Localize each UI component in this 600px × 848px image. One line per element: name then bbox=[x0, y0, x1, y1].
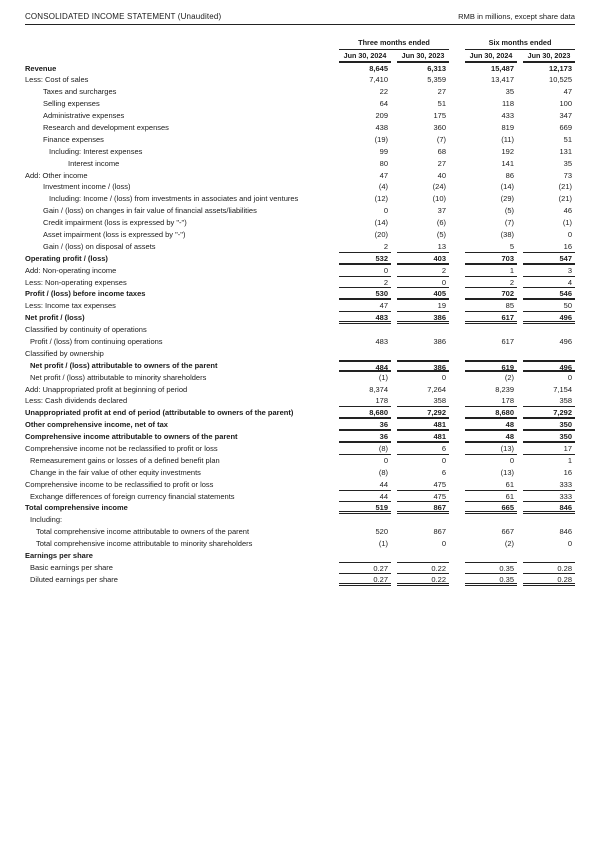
row-label: Classified by ownership bbox=[25, 348, 104, 358]
row-value: 44 bbox=[339, 479, 391, 491]
row-value: 4 bbox=[523, 277, 575, 289]
row-value: 0 bbox=[397, 277, 449, 289]
row-value bbox=[339, 324, 391, 336]
table-row bbox=[25, 63, 575, 75]
row-label: Net profit / (loss) attributable to owners of the parent bbox=[30, 360, 218, 370]
row-value bbox=[523, 550, 575, 562]
row-value: 5,359 bbox=[427, 75, 446, 85]
row-value: 100 bbox=[559, 99, 572, 109]
row-value: (12) bbox=[374, 194, 388, 204]
table-row bbox=[25, 491, 575, 503]
row-value: 484 bbox=[339, 360, 391, 372]
row-value: 546 bbox=[523, 288, 575, 300]
row-value: 333 bbox=[523, 491, 575, 503]
row-value: (14) bbox=[500, 182, 514, 192]
row-value: 8,374 bbox=[369, 384, 388, 394]
row-label: Less: Non-operating expenses bbox=[25, 277, 127, 287]
page-title: CONSOLIDATED INCOME STATEMENT (Unaudited) bbox=[25, 12, 222, 21]
table-row bbox=[25, 419, 575, 431]
row-value: 8,239 bbox=[495, 384, 514, 394]
table-row bbox=[25, 217, 575, 229]
column-group-six-months: Six months ended bbox=[465, 37, 575, 50]
table-row bbox=[25, 193, 575, 205]
row-value: 15,487 bbox=[491, 63, 514, 73]
table-row bbox=[25, 146, 575, 158]
row-value: 35 bbox=[563, 158, 572, 168]
table-row bbox=[25, 241, 575, 253]
row-label: Earnings per share bbox=[25, 551, 93, 561]
row-value: 19 bbox=[397, 300, 449, 312]
table-row bbox=[25, 122, 575, 134]
table-row bbox=[25, 550, 575, 562]
row-value: 131 bbox=[559, 146, 572, 156]
row-value: 10,525 bbox=[549, 75, 572, 85]
row-value: (11) bbox=[501, 134, 514, 144]
row-value: 8,680 bbox=[465, 407, 517, 419]
table-row bbox=[25, 395, 575, 407]
table-row bbox=[25, 467, 575, 479]
row-value: 40 bbox=[437, 170, 446, 180]
row-value: 619 bbox=[465, 360, 517, 372]
row-value: 2 bbox=[339, 277, 391, 289]
row-value: (4) bbox=[378, 182, 388, 192]
row-label: Basic earnings per share bbox=[30, 562, 113, 572]
row-value: 46 bbox=[563, 206, 572, 216]
row-value: 0.27 bbox=[339, 574, 391, 586]
row-value: 175 bbox=[433, 111, 446, 121]
row-value: (2) bbox=[504, 372, 514, 382]
row-value: 475 bbox=[397, 491, 449, 503]
row-value: 192 bbox=[501, 146, 514, 156]
row-label: Total comprehensive income bbox=[25, 503, 128, 513]
table-row bbox=[25, 265, 575, 277]
row-value: 80 bbox=[379, 158, 388, 168]
column-header-q-2024: Jun 30, 2024 bbox=[339, 50, 391, 63]
row-label: Taxes and surcharges bbox=[43, 87, 117, 97]
column-group-spacer bbox=[25, 37, 333, 50]
row-value: 669 bbox=[559, 122, 572, 132]
row-value: 13,417 bbox=[491, 75, 514, 85]
row-label: Add: Other income bbox=[25, 170, 88, 180]
row-label: Other comprehensive income, net of tax bbox=[25, 420, 168, 430]
row-value: 178 bbox=[465, 395, 517, 407]
row-value bbox=[465, 550, 517, 562]
row-value: 8,680 bbox=[339, 407, 391, 419]
row-label: Classified by continuity of operations bbox=[25, 325, 147, 335]
row-value: (1) bbox=[378, 372, 388, 382]
row-label: Credit impairment (loss is expressed by "-") bbox=[43, 218, 187, 228]
row-value: 483 bbox=[339, 312, 391, 324]
row-label: Profit / (loss) from continuing operations bbox=[30, 336, 163, 346]
row-value: 0 bbox=[441, 539, 446, 549]
table-row bbox=[25, 360, 575, 372]
column-header-q-2023: Jun 30, 2023 bbox=[397, 50, 449, 63]
table-row bbox=[25, 110, 575, 122]
row-value: 333 bbox=[523, 479, 575, 491]
row-value: (13) bbox=[465, 443, 517, 455]
row-value: 73 bbox=[563, 170, 572, 180]
table-row bbox=[25, 502, 575, 514]
table-row bbox=[25, 98, 575, 110]
row-value: (2) bbox=[504, 539, 514, 549]
row-value: (1) bbox=[562, 218, 572, 228]
row-value: 209 bbox=[375, 111, 388, 121]
row-value: (8) bbox=[378, 467, 388, 477]
row-value: 44 bbox=[339, 491, 391, 503]
row-value bbox=[339, 348, 391, 360]
row-value: 36 bbox=[339, 419, 391, 431]
row-label: Gain / (loss) on changes in fair value of financial assets/liabilities bbox=[43, 206, 257, 216]
table-row bbox=[25, 455, 575, 467]
row-value: 481 bbox=[397, 419, 449, 431]
row-label: Comprehensive income to be reclassified to profit or loss bbox=[25, 479, 214, 489]
row-value: 358 bbox=[397, 395, 449, 407]
table-row bbox=[25, 74, 575, 86]
row-value: 7,292 bbox=[523, 407, 575, 419]
table-row bbox=[25, 324, 575, 336]
table-row bbox=[25, 86, 575, 98]
row-value: 99 bbox=[379, 146, 388, 156]
row-value: (14) bbox=[374, 218, 388, 228]
row-value: 475 bbox=[397, 479, 449, 491]
unit-note: RMB in millions, except share data bbox=[458, 12, 575, 21]
row-value: 47 bbox=[563, 87, 572, 97]
row-value: 703 bbox=[465, 253, 517, 265]
row-value: 68 bbox=[437, 146, 446, 156]
row-label: Administrative expenses bbox=[43, 111, 125, 121]
row-value: 51 bbox=[437, 99, 446, 109]
row-value: 178 bbox=[339, 395, 391, 407]
row-value: (5) bbox=[504, 206, 514, 216]
row-value: 0.27 bbox=[339, 562, 391, 574]
row-label: Finance expenses bbox=[43, 134, 104, 144]
row-value: (21) bbox=[558, 182, 572, 192]
row-value: 0.35 bbox=[465, 562, 517, 574]
row-value: 27 bbox=[437, 87, 446, 97]
column-header-row bbox=[25, 50, 575, 63]
row-label: Comprehensive income attributable to owners of the parent bbox=[25, 432, 238, 442]
table-row bbox=[25, 514, 575, 526]
row-value: 350 bbox=[523, 419, 575, 431]
row-label: Asset impairment (loss is expressed by "-") bbox=[43, 229, 186, 239]
row-label: Total comprehensive income attributable to minority shareholders bbox=[36, 539, 253, 549]
row-value: 532 bbox=[339, 253, 391, 265]
row-value: 1 bbox=[465, 265, 517, 277]
row-value: 617 bbox=[465, 312, 517, 324]
row-label: Comprehensive income not be reclassified to profit or loss bbox=[25, 444, 218, 453]
row-label: Less: Cost of sales bbox=[25, 75, 89, 85]
row-label: Including: bbox=[30, 515, 63, 525]
row-value: 61 bbox=[465, 491, 517, 503]
table-row bbox=[25, 134, 575, 146]
row-label: Exchange differences of foreign currency financial statements bbox=[30, 491, 235, 501]
row-value: 520 bbox=[375, 527, 388, 537]
row-value: 7,154 bbox=[553, 384, 572, 394]
row-value: 0 bbox=[441, 455, 446, 465]
row-value: 85 bbox=[465, 300, 517, 312]
row-value: 8,645 bbox=[369, 63, 388, 73]
row-label: Net profit / (loss) attributable to minority shareholders bbox=[30, 372, 207, 382]
row-value: 483 bbox=[375, 336, 388, 346]
row-label: Including: Interest expenses bbox=[49, 146, 143, 156]
row-value: 0.35 bbox=[465, 574, 517, 586]
table-row bbox=[25, 479, 575, 491]
row-value: (7) bbox=[436, 134, 446, 144]
row-value: (20) bbox=[374, 229, 388, 239]
row-value: 819 bbox=[501, 122, 514, 132]
row-value: 27 bbox=[437, 158, 446, 168]
row-value: 50 bbox=[523, 300, 575, 312]
row-value: 16 bbox=[523, 241, 575, 253]
table-row bbox=[25, 407, 575, 419]
table-row bbox=[25, 253, 575, 265]
row-value: 481 bbox=[397, 431, 449, 443]
row-value: (5) bbox=[436, 229, 446, 239]
row-value: 86 bbox=[505, 170, 514, 180]
table-row bbox=[25, 574, 575, 586]
row-value: 64 bbox=[379, 99, 388, 109]
row-value: 2 bbox=[397, 265, 449, 277]
table-row bbox=[25, 205, 575, 217]
row-label: Gain / (loss) on disposal of assets bbox=[43, 241, 156, 251]
page-header bbox=[25, 12, 575, 25]
row-value: 2 bbox=[339, 241, 391, 253]
row-value: 61 bbox=[465, 479, 517, 491]
row-value: 617 bbox=[501, 336, 514, 346]
column-header-spacer bbox=[25, 50, 333, 63]
row-value: 667 bbox=[501, 527, 514, 537]
row-value: 37 bbox=[437, 206, 446, 216]
row-value: (19) bbox=[374, 134, 388, 144]
row-value: (1) bbox=[378, 539, 388, 549]
row-value: 360 bbox=[433, 122, 446, 132]
row-value: 0 bbox=[339, 265, 391, 277]
row-label: Add: Non-operating income bbox=[25, 265, 117, 275]
row-value: 6 bbox=[441, 467, 446, 477]
row-value: 0 bbox=[509, 455, 514, 465]
row-value: 12,173 bbox=[549, 63, 572, 73]
row-value: 386 bbox=[397, 312, 449, 324]
table-row bbox=[25, 562, 575, 574]
income-statement-table bbox=[25, 37, 575, 586]
table-row bbox=[25, 300, 575, 312]
row-label: Diluted earnings per share bbox=[30, 574, 118, 584]
column-header-h-2023: Jun 30, 2023 bbox=[523, 50, 575, 63]
table-row bbox=[25, 348, 575, 360]
row-value: 47 bbox=[379, 170, 388, 180]
row-value: 846 bbox=[559, 527, 572, 537]
row-value: 386 bbox=[433, 336, 446, 346]
row-value: 496 bbox=[523, 360, 575, 372]
row-label: Profit / (loss) before income taxes bbox=[25, 289, 146, 299]
row-value: 403 bbox=[397, 253, 449, 265]
row-value: 6,313 bbox=[427, 63, 446, 73]
row-value bbox=[523, 324, 575, 336]
row-value: 433 bbox=[501, 111, 514, 121]
row-value bbox=[397, 324, 449, 336]
row-value bbox=[465, 514, 517, 526]
row-value: 665 bbox=[465, 502, 517, 514]
row-value: 0 bbox=[383, 206, 388, 216]
row-value: 867 bbox=[433, 527, 446, 537]
row-label: Net profit / (loss) bbox=[25, 313, 85, 323]
table-row bbox=[25, 277, 575, 289]
row-value: 22 bbox=[379, 87, 388, 97]
row-value: 386 bbox=[397, 360, 449, 372]
row-value: (8) bbox=[339, 443, 391, 455]
row-value: 35 bbox=[505, 87, 514, 97]
row-value: 6 bbox=[397, 443, 449, 455]
row-value: 519 bbox=[339, 502, 391, 514]
row-value bbox=[397, 348, 449, 360]
table-row bbox=[25, 443, 575, 455]
row-value: 530 bbox=[339, 288, 391, 300]
row-value: (24) bbox=[432, 182, 446, 192]
table-row bbox=[25, 312, 575, 324]
row-value: (29) bbox=[500, 194, 514, 204]
row-value: (7) bbox=[504, 218, 514, 228]
row-value: 0 bbox=[441, 372, 446, 382]
column-group-three-months: Three months ended bbox=[339, 37, 449, 50]
row-label: Revenue bbox=[25, 63, 57, 73]
row-label: Including: Income / (loss) from investments in associates and joint ventures bbox=[49, 194, 299, 204]
row-value: 0.28 bbox=[523, 574, 575, 586]
row-value: 47 bbox=[339, 300, 391, 312]
row-value bbox=[339, 514, 391, 526]
row-value: 438 bbox=[375, 122, 388, 132]
row-label: Investment income / (loss) bbox=[43, 182, 131, 192]
table-row bbox=[25, 431, 575, 443]
table-row bbox=[25, 526, 575, 538]
row-value: 496 bbox=[523, 312, 575, 324]
row-value: 7,292 bbox=[397, 407, 449, 419]
row-value: 36 bbox=[339, 431, 391, 443]
row-value bbox=[339, 550, 391, 562]
row-value: 358 bbox=[523, 395, 575, 407]
row-value: (6) bbox=[436, 218, 446, 228]
row-value: (21) bbox=[558, 194, 572, 204]
row-value: 0 bbox=[567, 539, 572, 549]
row-label: Less: Cash dividends declared bbox=[25, 396, 128, 406]
table-row bbox=[25, 181, 575, 193]
table-row bbox=[25, 170, 575, 182]
row-value: 350 bbox=[523, 431, 575, 443]
row-label: Total comprehensive income attributable to owners of the parent bbox=[36, 527, 250, 537]
row-value: 17 bbox=[523, 443, 575, 455]
row-value: 547 bbox=[523, 253, 575, 265]
row-value bbox=[397, 550, 449, 562]
row-value: 846 bbox=[523, 502, 575, 514]
table-row bbox=[25, 384, 575, 396]
row-value: 496 bbox=[559, 336, 572, 346]
row-value: (10) bbox=[432, 194, 446, 204]
row-label: Operating profit / (loss) bbox=[25, 253, 108, 263]
row-value bbox=[465, 324, 517, 336]
row-label: Selling expenses bbox=[43, 99, 100, 109]
row-value: 48 bbox=[465, 431, 517, 443]
row-value bbox=[397, 514, 449, 526]
row-value: (38) bbox=[500, 229, 514, 239]
row-value: 48 bbox=[465, 419, 517, 431]
row-value: 0.22 bbox=[397, 562, 449, 574]
table-row bbox=[25, 158, 575, 170]
row-value bbox=[523, 514, 575, 526]
income-statement-rows bbox=[25, 63, 575, 586]
table-row bbox=[25, 288, 575, 300]
row-value: 405 bbox=[397, 288, 449, 300]
row-value: 51 bbox=[563, 134, 572, 144]
row-value: 7,264 bbox=[427, 384, 446, 394]
row-value: 5 bbox=[465, 241, 517, 253]
row-value: 13 bbox=[397, 241, 449, 253]
row-value: 7,410 bbox=[369, 75, 388, 85]
row-label: Change in the fair value of other equity investments bbox=[30, 467, 201, 477]
table-row bbox=[25, 538, 575, 550]
row-label: Less: Income tax expenses bbox=[25, 301, 116, 311]
column-group-row bbox=[25, 37, 575, 50]
row-label: Research and development expenses bbox=[43, 122, 169, 132]
row-value bbox=[465, 348, 517, 360]
row-label: Unappropriated profit at end of period (attributable to owners of the parent) bbox=[25, 408, 294, 418]
row-value: 3 bbox=[523, 265, 575, 277]
table-row bbox=[25, 372, 575, 384]
row-value: 16 bbox=[563, 467, 572, 477]
row-value: 0 bbox=[567, 229, 572, 239]
row-label: Remeasurement gains or losses of a defined benefit plan bbox=[30, 455, 220, 465]
table-row bbox=[25, 229, 575, 241]
row-value: 867 bbox=[397, 502, 449, 514]
column-header-h-2024: Jun 30, 2024 bbox=[465, 50, 517, 63]
row-value: 0.28 bbox=[523, 562, 575, 574]
row-value: (13) bbox=[500, 467, 514, 477]
header-spacer bbox=[25, 25, 575, 37]
row-label: Add: Unappropriated profit at beginning of period bbox=[25, 384, 188, 394]
row-label: Interest income bbox=[68, 158, 120, 168]
row-value: 1 bbox=[567, 455, 572, 465]
row-value: 347 bbox=[559, 111, 572, 121]
table-row bbox=[25, 336, 575, 348]
row-value: 118 bbox=[502, 99, 514, 109]
row-value: 0 bbox=[567, 372, 572, 382]
row-value: 0 bbox=[383, 455, 388, 465]
row-value: 0.22 bbox=[397, 574, 449, 586]
row-value: 141 bbox=[501, 158, 514, 168]
row-value: 702 bbox=[465, 288, 517, 300]
row-value: 2 bbox=[465, 277, 517, 289]
row-value bbox=[523, 348, 575, 360]
